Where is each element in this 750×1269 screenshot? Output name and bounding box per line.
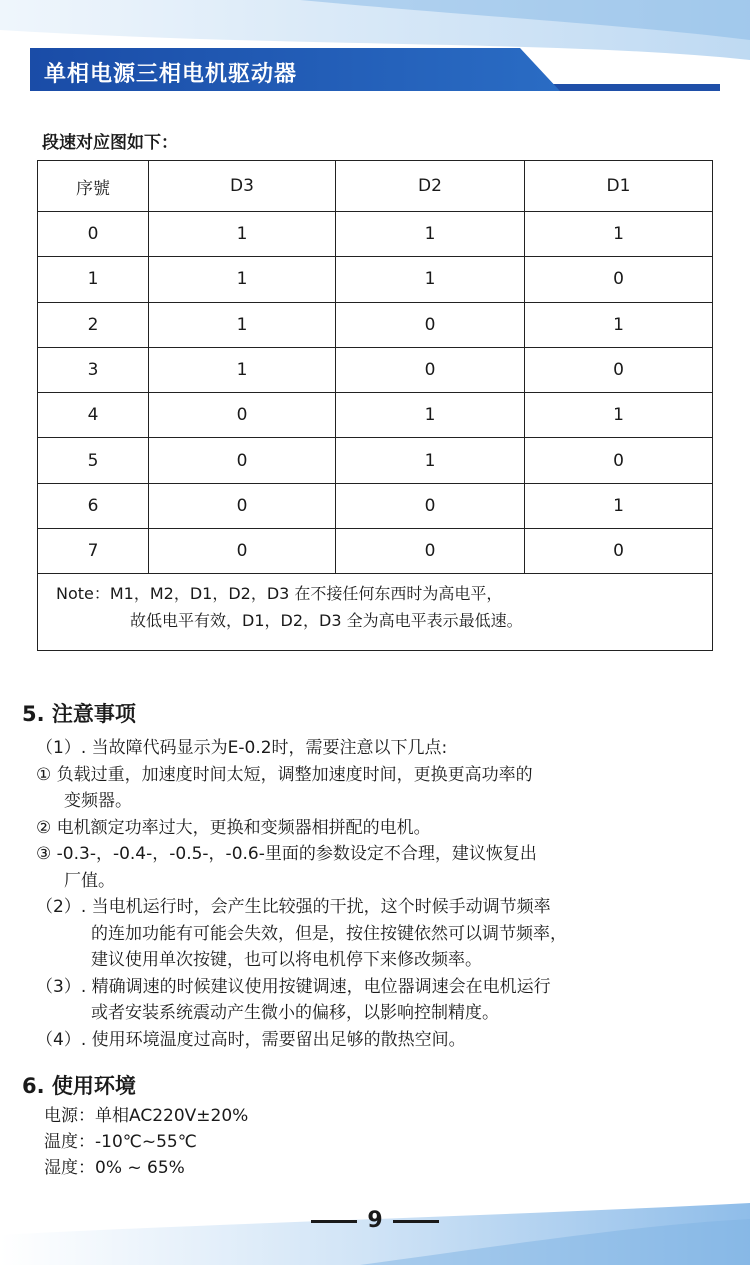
table-cell: 1 [336,257,525,302]
table-note [38,574,713,651]
paragraph-line: 变频器。 [64,791,132,811]
table-cell: 0 [38,212,149,257]
paragraph-line: （4）. 使用环境温度过高时，需要留出足够的散热空间。 [36,1029,466,1050]
paragraph-line: ① 负载过重，加速度时间太短，调整加速度时间，更换更高功率的 [36,764,533,785]
temperature-spec: 温度：-10℃~55℃ [44,1132,197,1152]
table-cell: 0 [336,302,525,347]
page-rule-right [393,1220,439,1223]
paragraph-line: 或者安装系统震动产生微小的偏移，以影响控制精度。 [91,1003,499,1023]
paragraph-line: 建议使用单次按键，也可以将电机停下来修改频率。 [91,950,482,970]
table-cell: 0 [149,483,336,528]
paragraph-line: ③ -0.3-，-0.4-，-0.5-，-0.6-里面的参数设定不合理，建议恢复出 [36,844,537,864]
column-header: D3 [149,161,336,212]
paragraph-line: （2）. 当电机运行时，会产生比较强的干扰，这个时候手动调节频率 [36,897,551,917]
table-note-row [38,574,713,651]
table-cell: 4 [38,393,149,438]
humidity-spec: 湿度：0% ~ 65% [44,1158,185,1178]
table-cell: 7 [38,529,149,574]
table-row [38,529,713,574]
table-row [38,302,713,347]
paragraph-line: （1）. 当故障代码显示为E-0.2时，需要注意以下几点: [36,738,448,758]
section-5-body [36,735,716,1053]
table-cell: 1 [525,483,713,528]
table-cell: 6 [38,483,149,528]
note-line-2: 故低电平有效，D1，D2，D3 全为高电平表示最低速。 [130,611,523,631]
table-cell: 1 [149,302,336,347]
table-cell: 2 [38,302,149,347]
table-cell: 1 [149,347,336,392]
section-6-title: 6. 使用环境 [22,1074,136,1098]
page-rule-left [311,1220,357,1223]
page-number-text: 9 [367,1208,383,1233]
paragraph-line: 的连加功能有可能会失效，但是，按住按键依然可以调节频率， [91,923,567,944]
speed-table-label: 段速对应图如下： [42,133,178,153]
table-cell: 1 [525,393,713,438]
paragraph-line: ② 电机额定功率过大，更换和变频器相拼配的电机。 [36,817,431,838]
page-number [0,1208,750,1233]
power-spec: 电源：单相AC220V±20% [44,1106,249,1126]
table-cell: 0 [525,347,713,392]
table-row [38,347,713,392]
table-cell: 1 [38,257,149,302]
table-cell: 5 [38,438,149,483]
speed-table [37,160,713,651]
table-cell: 0 [525,438,713,483]
table-cell: 0 [336,347,525,392]
table-header-row [38,161,713,212]
table-cell: 1 [525,302,713,347]
table-row [38,212,713,257]
column-header: 序號 [38,161,149,212]
table-cell: 1 [149,212,336,257]
header-title: 单相电源三相电机驱动器 [44,62,298,87]
table-cell: 0 [149,393,336,438]
section-5-title: 5. 注意事项 [22,702,136,726]
environment-specs [44,1103,248,1181]
table-cell: 0 [336,529,525,574]
column-header: D1 [525,161,713,212]
table-cell: 0 [149,438,336,483]
note-line-1: Note：M1，M2，D1，D2，D3 在不接任何东西时为高电平， [56,584,503,604]
table-row [38,483,713,528]
table-cell: 0 [525,257,713,302]
table-cell: 0 [149,529,336,574]
table-cell: 0 [336,483,525,528]
table-row [38,257,713,302]
table-cell: 1 [525,212,713,257]
paragraph-line: 厂值。 [64,870,115,891]
paragraph-line: （3）. 精确调速的时候建议使用按键调速，电位器调速会在电机运行 [36,976,551,997]
header-decoration [0,0,750,110]
table-cell: 1 [336,212,525,257]
table-cell: 3 [38,347,149,392]
table-cell: 1 [336,393,525,438]
table-row [38,393,713,438]
table-cell: 1 [336,438,525,483]
column-header: D2 [336,161,525,212]
table-cell: 0 [525,529,713,574]
table-row [38,438,713,483]
table-cell: 1 [149,257,336,302]
